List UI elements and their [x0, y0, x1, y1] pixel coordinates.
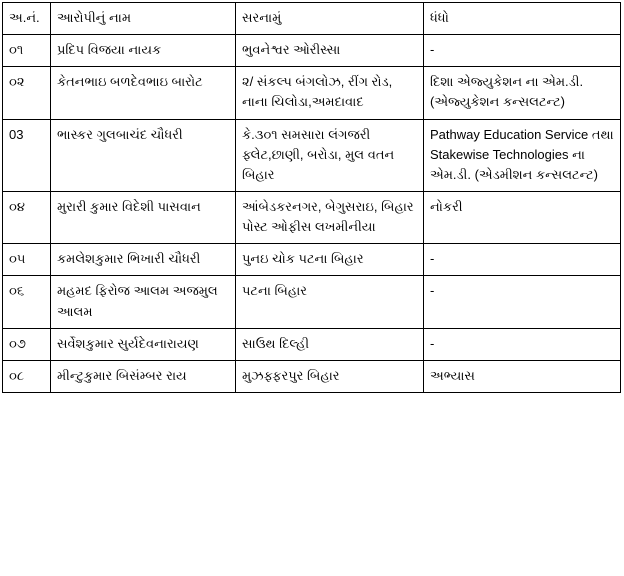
cell-address: પટના બિહાર: [236, 276, 424, 328]
table-row: [3, 360, 621, 392]
cell-occupation: -: [424, 328, 621, 360]
table-row: [3, 67, 621, 119]
column-header-name: આરોપીનું નામ: [51, 3, 236, 35]
table-row: [3, 244, 621, 276]
cell-serial: ૦૨: [3, 67, 51, 119]
column-header-address: સરનામું: [236, 3, 424, 35]
cell-serial: ૦૮: [3, 360, 51, 392]
cell-serial: ૦૬: [3, 276, 51, 328]
table-header-row: [3, 3, 621, 35]
cell-occupation: અભ્યાસ: [424, 360, 621, 392]
cell-occupation: -: [424, 276, 621, 328]
cell-name: મુરારી કુમાર વિદેશી પાસવાન: [51, 191, 236, 243]
accused-persons-table: [2, 2, 621, 393]
cell-address: કે.૩૦૧ સમસારા લંગજરી ફ્લેટ,છાણી, બરોડા, મુલ વતન બિહાર: [236, 119, 424, 191]
cell-occupation: નોકરી: [424, 191, 621, 243]
cell-name: પ્રદિપ વિજયા નાયક: [51, 35, 236, 67]
table-row: [3, 119, 621, 191]
cell-name: ભાસ્કર ગુલબાચંદ ચૌધરી: [51, 119, 236, 191]
table-row: [3, 35, 621, 67]
cell-address: ૨/ સંકલ્પ બંગલોઝ, રીંગ રોડ, નાના ચિલોડા,અમદાવાદ: [236, 67, 424, 119]
cell-address: પુનઇ ચોક પટના બિહાર: [236, 244, 424, 276]
column-header-occupation: ધંધો: [424, 3, 621, 35]
cell-name: કમલેશકુમાર ભિખારી ચૌધરી: [51, 244, 236, 276]
table-row: [3, 191, 621, 243]
cell-name: સર્વેશકુમાર સુર્યદેવનારાયણ: [51, 328, 236, 360]
cell-address: આંબેડકરનગર, બેગુસરાઇ, બિહાર પોસ્ટ ઓફીસ લખમીનીયા: [236, 191, 424, 243]
table-row: [3, 328, 621, 360]
cell-serial: ૦૫: [3, 244, 51, 276]
cell-name: કેતનભાઇ બળદેવભાઇ બારોટ: [51, 67, 236, 119]
column-header-serial: અ.નં.: [3, 3, 51, 35]
cell-occupation: -: [424, 35, 621, 67]
cell-serial: ૦૪: [3, 191, 51, 243]
cell-serial: 03: [3, 119, 51, 191]
cell-occupation: Pathway Education Service તથા Stakewise Technologies ના એમ.ડી. (એડમીશન કન્સલટન્ટ): [424, 119, 621, 191]
cell-address: સાઉથ દિલ્હી: [236, 328, 424, 360]
cell-address: મુઝફ્ફરપુર બિહાર: [236, 360, 424, 392]
cell-serial: ૦૧: [3, 35, 51, 67]
cell-name: મહમદ ફિરોજ આલમ અજમુલ આલમ: [51, 276, 236, 328]
cell-occupation: -: [424, 244, 621, 276]
table-row: [3, 276, 621, 328]
cell-name: મીન્ટુકુમાર બિસંમ્બર રાય: [51, 360, 236, 392]
cell-address: ભુવનેશ્વર ઓરીસ્સા: [236, 35, 424, 67]
cell-serial: ૦૭: [3, 328, 51, 360]
cell-occupation: દિશા એજ્યુકેશન ના એમ.ડી. (એજ્યુકેશન કન્સલટન્ટ): [424, 67, 621, 119]
